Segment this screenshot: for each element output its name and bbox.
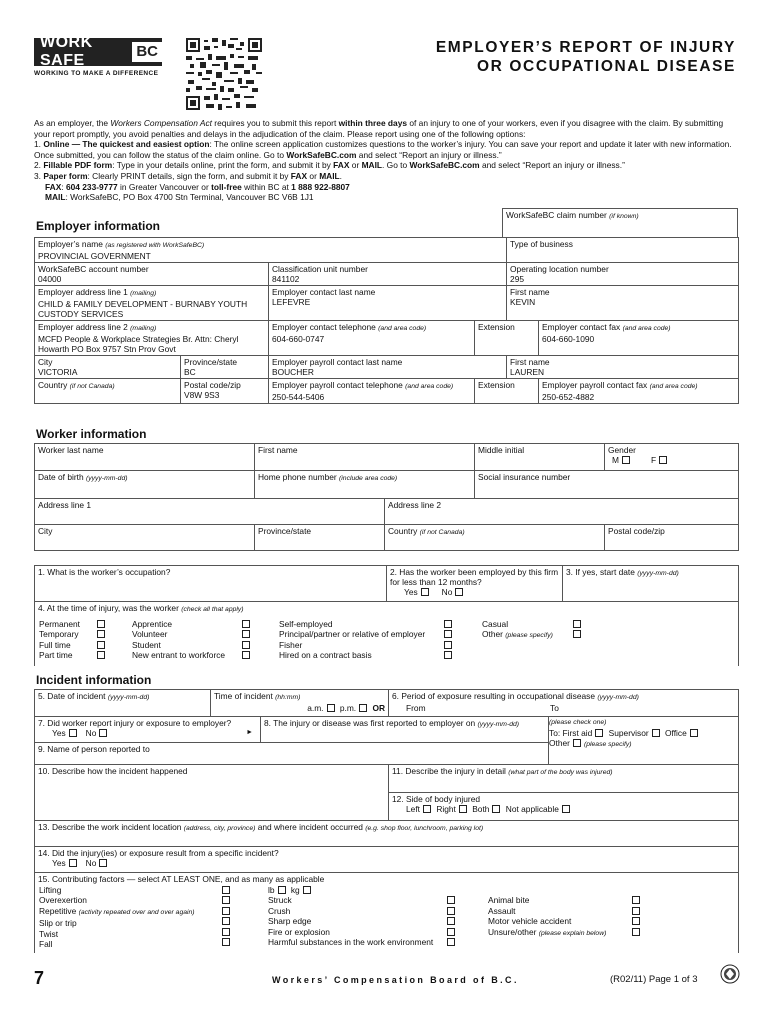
- employer-postal-value: V8W 9S3: [184, 390, 220, 400]
- form-title-line-2: OR OCCUPATIONAL DISEASE: [477, 58, 736, 75]
- page-number-large: 7: [34, 968, 45, 988]
- other-employment-checkbox[interactable]: [573, 630, 581, 638]
- contact-phone-value: 604-660-0747: [272, 334, 325, 344]
- employer-city-field[interactable]: City VICTORIA: [35, 356, 181, 379]
- slip-trip-checkbox[interactable]: [222, 917, 230, 925]
- logo-bc-text: BC: [132, 42, 162, 62]
- employer-info-table: [34, 237, 739, 404]
- gender-m-checkbox[interactable]: [622, 456, 630, 464]
- payroll-last-name-value: BOUCHER: [272, 367, 314, 377]
- employment-permanent: Permanent: [39, 619, 80, 629]
- revision-page-info: (R02/11) Page 1 of 3: [610, 974, 698, 985]
- employment-full-time: Full time: [39, 639, 71, 650]
- contact-extension-field[interactable]: Extension: [475, 321, 539, 356]
- payroll-first-name-value: LAUREN: [510, 367, 545, 377]
- self-employed-checkbox[interactable]: [444, 620, 452, 628]
- not-applicable-checkbox[interactable]: [562, 805, 570, 813]
- employer-address-2-field[interactable]: Employer address line 2 (mailing) MCFD People & Workplace Strategies Br. Attn: Cheryl Howarth PO Box 9757 Stn Prov Govt: [35, 321, 269, 356]
- employer-address-2-value: MCFD People & Workplace Strategies Br. Attn: Cheryl Howarth PO Box 9757 Stn Prov Govt: [38, 334, 239, 354]
- lifting-checkbox[interactable]: [222, 886, 230, 894]
- pm-checkbox[interactable]: [359, 704, 367, 712]
- worker-first-name-field[interactable]: First name: [255, 444, 475, 471]
- permanent-checkbox[interactable]: [97, 620, 105, 628]
- side-of-body-field: 12. Side of body injured Left Right Both Not applicable: [389, 793, 739, 821]
- fisher-checkbox[interactable]: [444, 641, 452, 649]
- employer-address-1-value: CHILD & FAMILY DEVELOPMENT - BURNABY YOUTH CUSTODY SERVICES: [38, 299, 248, 319]
- employer-province-value: BC: [184, 367, 196, 377]
- logo-safe-text: SAFE: [40, 52, 85, 69]
- reported-to-role-field: (please check one) To: First aid Supervisor Office Other (please specify): [549, 717, 739, 765]
- right-checkbox[interactable]: [459, 805, 467, 813]
- student-checkbox[interactable]: [242, 641, 250, 649]
- mail-line: MAIL: WorkSafeBC, PO Box 4700 Stn Terminal, Vancouver BC V6B 1J1: [45, 192, 314, 203]
- operating-location-field[interactable]: Operating location number 295: [507, 263, 739, 286]
- incident-section-title: Incident information: [36, 673, 152, 687]
- board-name: Workers’ Compensation Board of B.C.: [272, 975, 519, 985]
- lb-checkbox[interactable]: [278, 886, 286, 894]
- employer-postal-field[interactable]: Postal code/zip V8W 9S3: [181, 379, 269, 404]
- occupation-field[interactable]: 1. What is the worker’s occupation?: [35, 566, 387, 602]
- operating-location-value: 295: [510, 274, 525, 284]
- worker-section-title: Worker information: [36, 427, 147, 441]
- specific-no-checkbox[interactable]: [99, 859, 107, 867]
- logo-tagline: WORKING TO MAKE A DIFFERENCE: [34, 70, 159, 77]
- other-reported-checkbox[interactable]: [573, 739, 581, 747]
- employer-section-title: Employer information: [36, 219, 161, 233]
- employment-type-field: 4. At the time of injury, was the worker (check all that apply) Permanent Temporary Full time Part time Apprentice Volunteer Student New entrant to workforce Self-employed Principal/partner or relative of employer Fisher Hired on a contract basis Casual Other (please specify): [35, 602, 739, 667]
- exposure-period-field[interactable]: 6. Period of exposure resulting in occupational disease (yyyy-mm-dd) From To: [389, 690, 739, 717]
- employment-new-entrant: New entrant to workforce: [132, 650, 226, 661]
- employer-name-value: PROVINCIAL GOVERNMENT: [38, 251, 151, 261]
- employer-address-1-field[interactable]: Employer address line 1 (mailing) CHILD & FAMILY DEVELOPMENT - BURNABY YOUTH CUSTODY SERVICES: [35, 286, 269, 321]
- gender-f-checkbox[interactable]: [659, 456, 667, 464]
- animal-bite-checkbox[interactable]: [632, 896, 640, 904]
- payroll-extension-field[interactable]: Extension: [475, 379, 539, 404]
- claim-number-box: [502, 208, 738, 238]
- worker-postal-field[interactable]: Postal code/zip: [605, 525, 739, 551]
- employment-part-time: Part time: [39, 650, 73, 661]
- employment-table: [34, 565, 739, 666]
- incident-location-field[interactable]: 13. Describe the work incident location (address, city, province) and where incident occurred (e.g. shop floor, lunchroom, parking lot): [35, 821, 739, 847]
- payroll-last-name-field[interactable]: Employer payroll contact last name BOUCHER: [269, 356, 507, 379]
- intro-instructions: [34, 118, 738, 203]
- reported-no-checkbox[interactable]: [99, 729, 107, 737]
- twist-checkbox[interactable]: [222, 928, 230, 936]
- part-time-checkbox[interactable]: [97, 651, 105, 659]
- worker-last-name-field[interactable]: Worker last name: [35, 444, 255, 471]
- fax-line: FAX: 604 233-9777 in Greater Vancouver or toll-free within BC at 1 888 922-8807: [45, 181, 350, 192]
- employer-name-field[interactable]: Employer’s name (as registered with WorkSafeBC) PROVINCIAL GOVERNMENT: [35, 238, 507, 263]
- employment-contract: Hired on a contract basis: [279, 650, 372, 661]
- option-fillable-pdf: 2. Fillable PDF form: Type in your details online, print the form, and submit it by FAX or MAIL. Go to WorkSafeBC.com and select “Report an injury or illness.”: [34, 160, 625, 171]
- new-entrant-checkbox[interactable]: [242, 651, 250, 659]
- overexertion-checkbox[interactable]: [222, 896, 230, 904]
- contact-last-name-value: LEFEVRE: [272, 297, 311, 307]
- injury-detail-field[interactable]: 11. Describe the injury in detail (what part of the body was injured): [389, 765, 739, 793]
- apprentice-checkbox[interactable]: [242, 620, 250, 628]
- contact-phone-field[interactable]: Employer contact telephone (and area code) 604-660-0747: [269, 321, 475, 356]
- first-aid-checkbox[interactable]: [595, 729, 603, 737]
- option-paper-form: 3. Paper form: Clearly PRINT details, sign the form, and submit it by FAX or MAIL.: [34, 170, 342, 181]
- casual-checkbox[interactable]: [573, 620, 581, 628]
- worker-info-table: [34, 443, 739, 551]
- full-time-checkbox[interactable]: [97, 641, 105, 649]
- employment-volunteer: Volunteer: [132, 629, 168, 640]
- form-title: [436, 38, 736, 76]
- incident-date-field[interactable]: 5. Date of incident (yyyy-mm-dd): [35, 690, 211, 717]
- employment-casual: Casual: [482, 619, 509, 629]
- worker-sin-field[interactable]: Social insurance number: [475, 471, 739, 499]
- employed-no-checkbox[interactable]: [455, 588, 463, 596]
- employed-less-12-months-field: 2. Has the worker been employed by this firm for less than 12 months? Yes No: [387, 566, 563, 602]
- employment-fisher: Fisher: [279, 639, 303, 650]
- crush-checkbox[interactable]: [447, 907, 455, 915]
- classification-unit-value: 841102: [272, 274, 300, 284]
- fall-checkbox[interactable]: [222, 938, 230, 946]
- worker-gender-field: Gender M F: [605, 444, 739, 471]
- worker-address-2-field[interactable]: Address line 2: [385, 499, 739, 525]
- classification-unit-field[interactable]: Classification unit number 841102: [269, 263, 507, 286]
- account-number-value: 04000: [38, 274, 62, 284]
- worker-province-field[interactable]: Province/state: [255, 525, 385, 551]
- office-checkbox[interactable]: [690, 729, 698, 737]
- temporary-checkbox[interactable]: [97, 630, 105, 638]
- arrow-right-icon: ►: [246, 729, 253, 736]
- bc-crest-icon: [720, 964, 740, 984]
- contact-fax-field[interactable]: Employer contact fax (and area code) 604-660-1090: [539, 321, 739, 356]
- incident-description-field[interactable]: 10. Describe how the incident happened: [35, 765, 389, 821]
- harmful-substances-checkbox[interactable]: [447, 938, 455, 946]
- contributing-factors-field: 15. Contributing factors — select AT LEAST ONE, and as many as applicable Lifting Overexertion Repetitive (activity repeated over and over again) Slip or trip Twist Fall lb kg Struck Crush Sharp edge Fire or explosion Harmful substances in the work environment Animal bite Assault Motor vehicle accident Unsure/other (please explain below): [35, 873, 739, 953]
- person-reported-to-field[interactable]: 9. Name of person reported to: [35, 743, 549, 765]
- incident-table: [34, 689, 739, 953]
- claim-number-field[interactable]: WorkSafeBC claim number (if known): [503, 209, 738, 238]
- sharp-edge-checkbox[interactable]: [447, 917, 455, 925]
- motor-vehicle-checkbox[interactable]: [632, 917, 640, 925]
- principal-checkbox[interactable]: [444, 630, 452, 638]
- both-checkbox[interactable]: [492, 805, 500, 813]
- volunteer-checkbox[interactable]: [242, 630, 250, 638]
- specific-yes-checkbox[interactable]: [69, 859, 77, 867]
- employed-yes-checkbox[interactable]: [421, 588, 429, 596]
- payroll-fax-field[interactable]: Employer payroll contact fax (and area code) 250-652-4882: [539, 379, 739, 404]
- employment-principal: Principal/partner or relative of employer: [279, 629, 426, 640]
- kg-checkbox[interactable]: [303, 886, 311, 894]
- intro-paragraph: As an employer, the Workers Compensation Act requires you to submit this report within three days of an injury to one of your workers, even if you disagree with the claim. By submitting your report promptly, you avoid penalties and delays in the adjudication of the claim. Please report using one of the following options:: [34, 118, 724, 139]
- payroll-first-name-field[interactable]: First name LAUREN: [507, 356, 739, 379]
- payroll-fax-value: 250-652-4882: [542, 392, 595, 402]
- option-online: 1. Online — The quickest and easiest option: The online screen application customizes questions to the worker’s injury. You can save your report and update it later with new information. Once submitted, you can follow the status of the claim online. Go to WorkSafeBC.com and select “Report an injury or illness.”: [34, 139, 732, 160]
- contract-checkbox[interactable]: [444, 651, 452, 659]
- payroll-phone-field[interactable]: Employer payroll contact telephone (and area code) 250-544-5406: [269, 379, 475, 404]
- employer-city-value: VICTORIA: [38, 367, 78, 377]
- first-reported-date-field[interactable]: 8. The injury or disease was first reported to employer on (yyyy-mm-dd): [261, 717, 549, 743]
- payroll-phone-value: 250-544-5406: [272, 392, 325, 402]
- worker-home-phone-field[interactable]: Home phone number (include area code): [255, 471, 475, 499]
- left-checkbox[interactable]: [423, 805, 431, 813]
- am-checkbox[interactable]: [327, 704, 335, 712]
- worker-city-field[interactable]: City: [35, 525, 255, 551]
- struck-checkbox[interactable]: [447, 896, 455, 904]
- worker-address-1-field[interactable]: Address line 1: [35, 499, 385, 525]
- account-number-field[interactable]: WorkSafeBC account number 04000: [35, 263, 269, 286]
- employer-province-field[interactable]: Province/state BC: [181, 356, 269, 379]
- specific-incident-field: 14. Did the injury(ies) or exposure result from a specific incident? Yes No: [35, 847, 739, 873]
- worker-dob-field[interactable]: Date of birth (yyyy-mm-dd): [35, 471, 255, 499]
- employer-country-field[interactable]: Country (if not Canada): [35, 379, 181, 404]
- incident-time-field: Time of incident (hh:mm) a.m. p.m. OR: [211, 690, 389, 717]
- employment-other: Other (please specify): [482, 629, 553, 640]
- supervisor-checkbox[interactable]: [652, 729, 660, 737]
- reported-yes-checkbox[interactable]: [69, 729, 77, 737]
- qr-code-icon: [186, 38, 262, 110]
- employment-temporary: Temporary: [39, 629, 79, 640]
- employment-student: Student: [132, 639, 161, 650]
- contact-first-name-field[interactable]: First name KEVIN: [507, 286, 739, 321]
- business-type-field[interactable]: Type of business: [507, 238, 739, 263]
- contact-last-name-field[interactable]: Employer contact last name LEFEVRE: [269, 286, 507, 321]
- contact-fax-value: 604-660-1090: [542, 334, 595, 344]
- worksafebc-logo: [34, 34, 162, 69]
- reported-to-employer-field: 7. Did worker report injury or exposure to employer? Yes No ►: [35, 717, 261, 743]
- logo-work-text: WORK: [40, 34, 93, 51]
- form-title-line-1: EMPLOYER’S REPORT OF INJURY: [435, 39, 736, 56]
- repetitive-checkbox[interactable]: [222, 907, 230, 915]
- fire-explosion-checkbox[interactable]: [447, 928, 455, 936]
- worker-country-field[interactable]: Country (if not Canada): [385, 525, 605, 551]
- employment-apprentice: Apprentice: [132, 619, 173, 629]
- worker-middle-initial-field[interactable]: Middle initial: [475, 444, 605, 471]
- start-date-field[interactable]: 3. If yes, start date (yyyy-mm-dd): [563, 566, 739, 602]
- contact-first-name-value: KEVIN: [510, 297, 536, 307]
- assault-checkbox[interactable]: [632, 907, 640, 915]
- unsure-other-checkbox[interactable]: [632, 928, 640, 936]
- employment-self-employed: Self-employed: [279, 619, 333, 629]
